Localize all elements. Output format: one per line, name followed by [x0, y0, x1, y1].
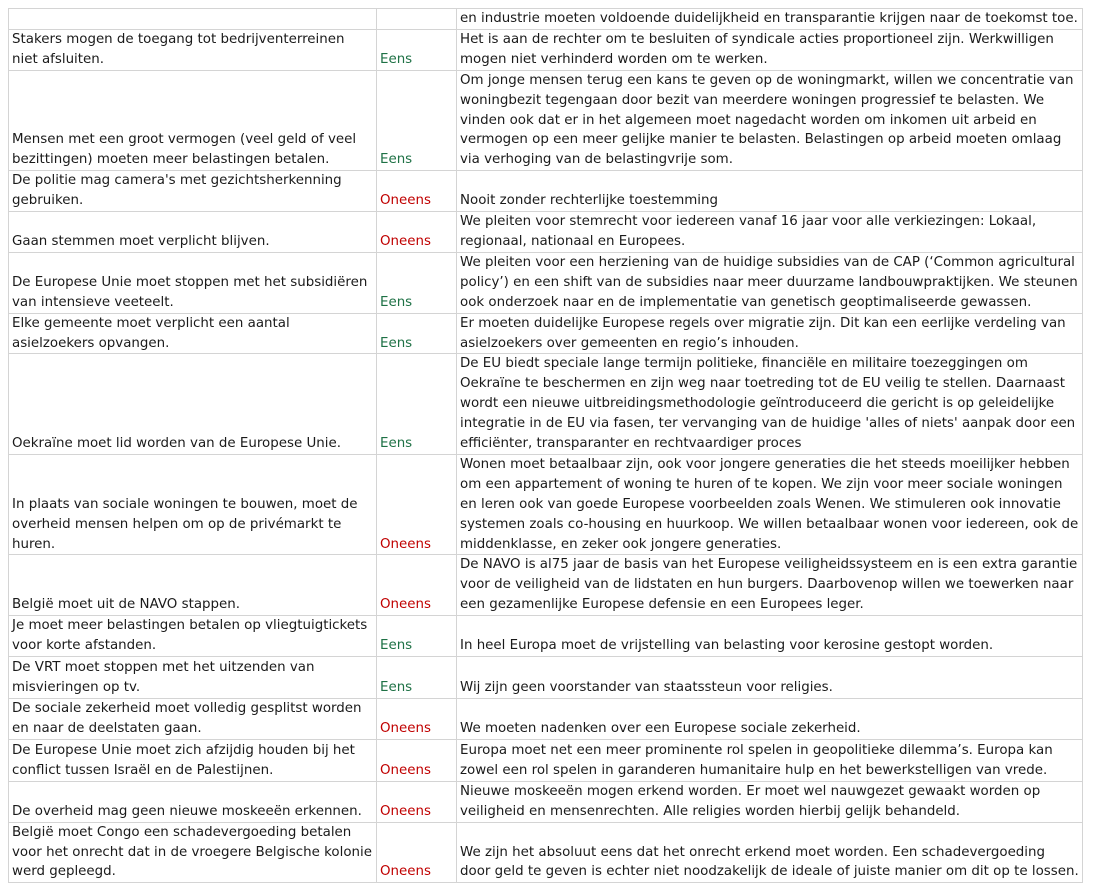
statement-cell[interactable]: Gaan stemmen moet verplicht blijven.	[9, 212, 377, 253]
table-row[interactable]	[9, 354, 1083, 455]
position-cell[interactable]	[377, 9, 457, 30]
explanation-cell[interactable]: We pleiten voor een herziening van de huidige subsidies van de CAP (‘Common agricultural policy’) en een shift van de subsidies naar meer duurzame landbouwpraktijken. We steunen ook onderzoek naar en de implementatie van genetisch geoptimaliseerde gewassen.	[457, 252, 1083, 313]
table-row[interactable]	[9, 781, 1083, 822]
position-cell[interactable]: Eens	[377, 29, 457, 70]
table-row[interactable]	[9, 699, 1083, 740]
table-row[interactable]	[9, 212, 1083, 253]
explanation-cell[interactable]: Europa moet net een meer prominente rol spelen in geopolitieke dilemma’s. Europa kan zowel een rol spelen in garanderen humanitaire hulp en het bewerkstelligen van vrede.	[457, 739, 1083, 781]
statement-cell[interactable]: De Europese Unie moet stoppen met het subsidiëren van intensieve veeteelt.	[9, 252, 377, 313]
position-cell[interactable]: Eens	[377, 313, 457, 354]
explanation-cell[interactable]: Nieuwe moskeeën mogen erkend worden. Er moet wel nauwgezet gewaakt worden op veiligheid en mensenrechten. Alle religies worden hierbij gelijk behandeld.	[457, 781, 1083, 822]
explanation-cell[interactable]: We moeten nadenken over een Europese sociale zekerheid.	[457, 699, 1083, 740]
position-cell[interactable]: Oneens	[377, 699, 457, 740]
position-cell[interactable]: Oneens	[377, 171, 457, 212]
position-cell[interactable]: Oneens	[377, 454, 457, 555]
statement-cell[interactable]: België moet Congo een schadevergoeding betalen voor het onrecht dat in de vroegere Belgische kolonie werd gepleegd.	[9, 822, 377, 883]
statement-cell[interactable]: Oekraïne moet lid worden van de Europese Unie.	[9, 354, 377, 455]
positions-table	[8, 8, 1083, 883]
table-row[interactable]	[9, 252, 1083, 313]
position-cell[interactable]: Eens	[377, 354, 457, 455]
statement-cell[interactable]: De sociale zekerheid moet volledig gesplitst worden en naar de deelstaten gaan.	[9, 699, 377, 740]
statement-cell[interactable]: De Europese Unie moet zich afzijdig houden bij het conflict tussen Israël en de Palestijnen.	[9, 739, 377, 781]
table-row[interactable]	[9, 29, 1083, 70]
table-row[interactable]	[9, 313, 1083, 354]
table-row[interactable]	[9, 171, 1083, 212]
table-row[interactable]	[9, 616, 1083, 657]
explanation-cell[interactable]: Nooit zonder rechterlijke toestemming	[457, 171, 1083, 212]
table-row[interactable]	[9, 739, 1083, 781]
explanation-cell[interactable]: We pleiten voor stemrecht voor iedereen vanaf 16 jaar voor alle verkiezingen: Lokaal, regionaal, nationaal en Europees.	[457, 212, 1083, 253]
table-row[interactable]	[9, 822, 1083, 883]
explanation-cell[interactable]: Wij zijn geen voorstander van staatssteun voor religies.	[457, 657, 1083, 699]
position-cell[interactable]: Eens	[377, 616, 457, 657]
explanation-cell[interactable]: In heel Europa moet de vrijstelling van belasting voor kerosine gestopt worden.	[457, 616, 1083, 657]
explanation-cell[interactable]: We zijn het absoluut eens dat het onrecht erkend moet worden. Een schadevergoeding door geld te geven is echter niet noodzakelijk de ideale of juiste manier om dit op te lossen.	[457, 822, 1083, 883]
statement-cell[interactable]	[9, 9, 377, 30]
table-row[interactable]	[9, 70, 1083, 171]
statement-cell[interactable]: Stakers mogen de toegang tot bedrijventerreinen niet afsluiten.	[9, 29, 377, 70]
statement-cell[interactable]: België moet uit de NAVO stappen.	[9, 555, 377, 616]
statement-cell[interactable]: In plaats van sociale woningen te bouwen, moet de overheid mensen helpen om op de privémarkt te huren.	[9, 454, 377, 555]
statement-cell[interactable]: De politie mag camera's met gezichtsherkenning gebruiken.	[9, 171, 377, 212]
explanation-cell[interactable]: Om jonge mensen terug een kans te geven op de woningmarkt, willen we concentratie van woningbezit tegengaan door bezit van meerdere woningen progressief te belasten. We vinden ook dat er in het algemeen moet nagedacht worden om inkomen uit arbeid en vermogen op een meer gelijke manier te belasten. Belastingen op arbeid moeten omlaag via verhoging van de belastingvrije som.	[457, 70, 1083, 171]
table-row[interactable]	[9, 657, 1083, 699]
position-cell[interactable]: Oneens	[377, 822, 457, 883]
table-row[interactable]	[9, 9, 1083, 30]
position-cell[interactable]: Oneens	[377, 781, 457, 822]
position-cell[interactable]: Oneens	[377, 739, 457, 781]
explanation-cell[interactable]: De EU biedt speciale lange termijn politieke, financiële en militaire toezeggingen om Oekraïne te beschermen en zijn weg naar toetreding tot de EU veilig te stellen. Daarnaast wordt een nieuwe uitbreidingsmethodologie geïntroduceerd die gericht is op geleidelijke integratie in de EU via fasen, ter vervanging van de huidige 'alles of niets' aanpak door een efficiënter, transparanter en rechtvaardiger proces	[457, 354, 1083, 455]
table-row[interactable]	[9, 454, 1083, 555]
position-cell[interactable]: Oneens	[377, 555, 457, 616]
position-cell[interactable]: Oneens	[377, 212, 457, 253]
statement-cell[interactable]: De overheid mag geen nieuwe moskeeën erkennen.	[9, 781, 377, 822]
explanation-cell[interactable]: en industrie moeten voldoende duidelijkheid en transparantie krijgen naar de toekomst toe.	[457, 9, 1083, 30]
explanation-cell[interactable]: Het is aan de rechter om te besluiten of syndicale acties proportioneel zijn. Werkwilligen mogen niet verhinderd worden om te werken.	[457, 29, 1083, 70]
explanation-cell[interactable]: Er moeten duidelijke Europese regels over migratie zijn. Dit kan een eerlijke verdeling van asielzoekers over gemeenten en regio’s inhouden.	[457, 313, 1083, 354]
statement-cell[interactable]: Mensen met een groot vermogen (veel geld of veel bezittingen) moeten meer belastingen betalen.	[9, 70, 377, 171]
statement-cell[interactable]: De VRT moet stoppen met het uitzenden van misvieringen op tv.	[9, 657, 377, 699]
statement-cell[interactable]: Elke gemeente moet verplicht een aantal asielzoekers opvangen.	[9, 313, 377, 354]
table-row[interactable]	[9, 555, 1083, 616]
position-cell[interactable]: Eens	[377, 657, 457, 699]
positions-table-body	[9, 9, 1083, 883]
position-cell[interactable]: Eens	[377, 70, 457, 171]
position-cell[interactable]: Eens	[377, 252, 457, 313]
statement-cell[interactable]: Je moet meer belastingen betalen op vliegtuigtickets voor korte afstanden.	[9, 616, 377, 657]
explanation-cell[interactable]: Wonen moet betaalbaar zijn, ook voor jongere generaties die het steeds moeilijker hebben om een appartement of woning te huren of te kopen. We zijn voor meer sociale woningen en leren ook van goede Europese voorbeelden zoals Wenen. We stimuleren ook innovatie systemen zoals co-housing en huurkoop. We willen betaalbaar wonen voor iedereen, ook de middenklasse, en zeker ook jongere generaties.	[457, 454, 1083, 555]
explanation-cell[interactable]: De NAVO is al75 jaar de basis van het Europese veiligheidssysteem en is een extra garantie voor de veiligheid van de lidstaten en hun burgers. Daarbovenop willen we toewerken naar een gezamenlijke Europese defensie en een Europees leger.	[457, 555, 1083, 616]
